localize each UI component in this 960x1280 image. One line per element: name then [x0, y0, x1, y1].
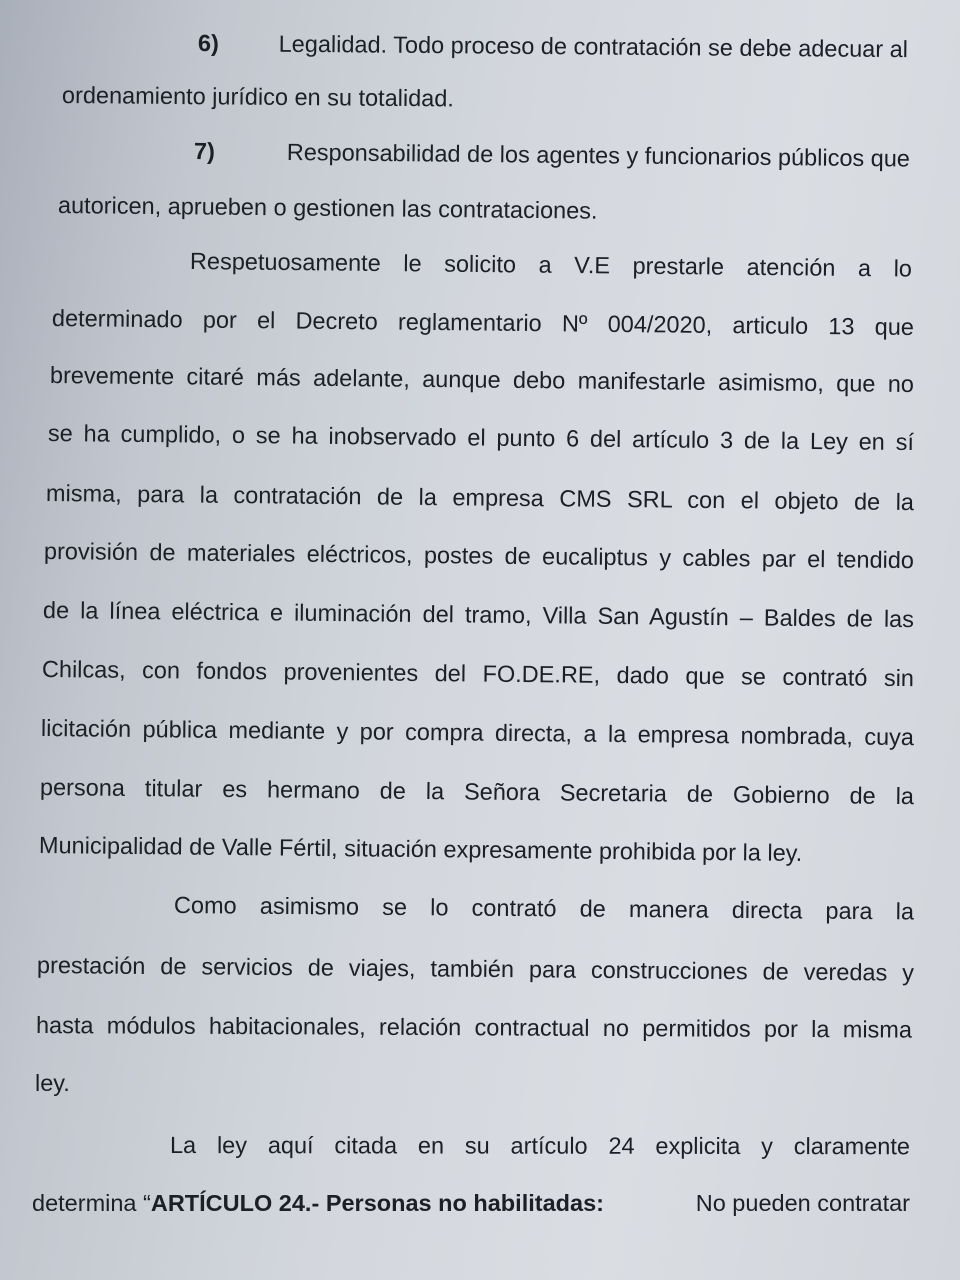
item-number: 7) [193, 138, 216, 165]
text-line [41, 713, 914, 752]
text-line [40, 772, 914, 811]
line-text: persona titular es hermano de la Señora Secretaria de Gobierno de la [39, 774, 915, 810]
line-text: ley. [35, 1070, 70, 1096]
text-line [42, 654, 914, 693]
line-text: de la línea eléctrica e iluminación del tramo, Villa San Agustín – Baldes de las [42, 597, 915, 633]
line-text: prestación de servicios de viajes, también para construcciones de veredas y [36, 952, 915, 986]
line-text: Chilcas, con fondos provenientes del FO.DE.RE, dado que se contrató sin [41, 656, 915, 692]
line-text: Legalidad. Todo proceso de contratación se debe adecuar al [278, 30, 909, 63]
line-text: autoricen, aprueben o gestionen las contrataciones. [57, 192, 598, 224]
item-number: 6) [197, 30, 220, 57]
line-text: se ha cumplido, o se ha inobservado el punto 6 del artículo 3 de la Ley en sí [47, 420, 915, 456]
line-text: Respetuosamente le solicito a V.E prestarle atención a lo [189, 248, 913, 282]
text-line [37, 950, 914, 988]
text-line [50, 360, 914, 399]
line-text: Responsabilidad de los agentes y funcionarios públicos que [286, 138, 911, 172]
text-line [58, 190, 598, 226]
text-line [32, 1188, 910, 1218]
text-line [39, 830, 803, 868]
line-text: ordenamiento jurídico en su totalidad. [61, 82, 455, 112]
article-heading: ARTÍCULO 24.- Personas no habilitadas: [150, 1190, 604, 1216]
line-text: hasta módulos habitacionales, relación contractual no permitidos por la misma [35, 1012, 913, 1043]
text-line [35, 1068, 70, 1098]
line-text: No pueden contratar [695, 1190, 910, 1216]
text-line [36, 1010, 912, 1045]
text-line [52, 303, 914, 342]
text-line [62, 80, 454, 113]
line-text: Municipalidad de Valle Fértil, situación expresamente prohibida por la ley. [38, 832, 803, 866]
text-line [46, 478, 914, 517]
line-text: La ley aquí citada en su artículo 24 explicita y claramente [169, 1132, 911, 1160]
text-line [170, 1130, 910, 1161]
line-text: determinado por el Decreto reglamentario Nº 004/2020, articulo 13 que [51, 305, 915, 341]
text-line [48, 418, 914, 457]
line-text: misma, para la contratación de la empresa CMS SRL con el objeto de la [45, 480, 915, 516]
text-line [198, 28, 908, 64]
text-line [43, 595, 914, 634]
line-text: licitación pública mediante y por compra directa, a la empresa nombrada, cuya [40, 715, 915, 751]
line-text: brevemente citaré más adelante, aunque debo manifestarle asimismo, que no [49, 362, 915, 398]
text-line [190, 246, 912, 284]
text-line [194, 136, 910, 173]
text-line [44, 536, 914, 575]
line-text: provisión de materiales eléctricos, postes de eucaliptus y cables par el tendido [43, 538, 915, 574]
line-text: Como asimismo se lo contrató de manera directa para la [173, 892, 915, 925]
text-line [174, 890, 914, 926]
line-text: determina “ [32, 1190, 151, 1216]
